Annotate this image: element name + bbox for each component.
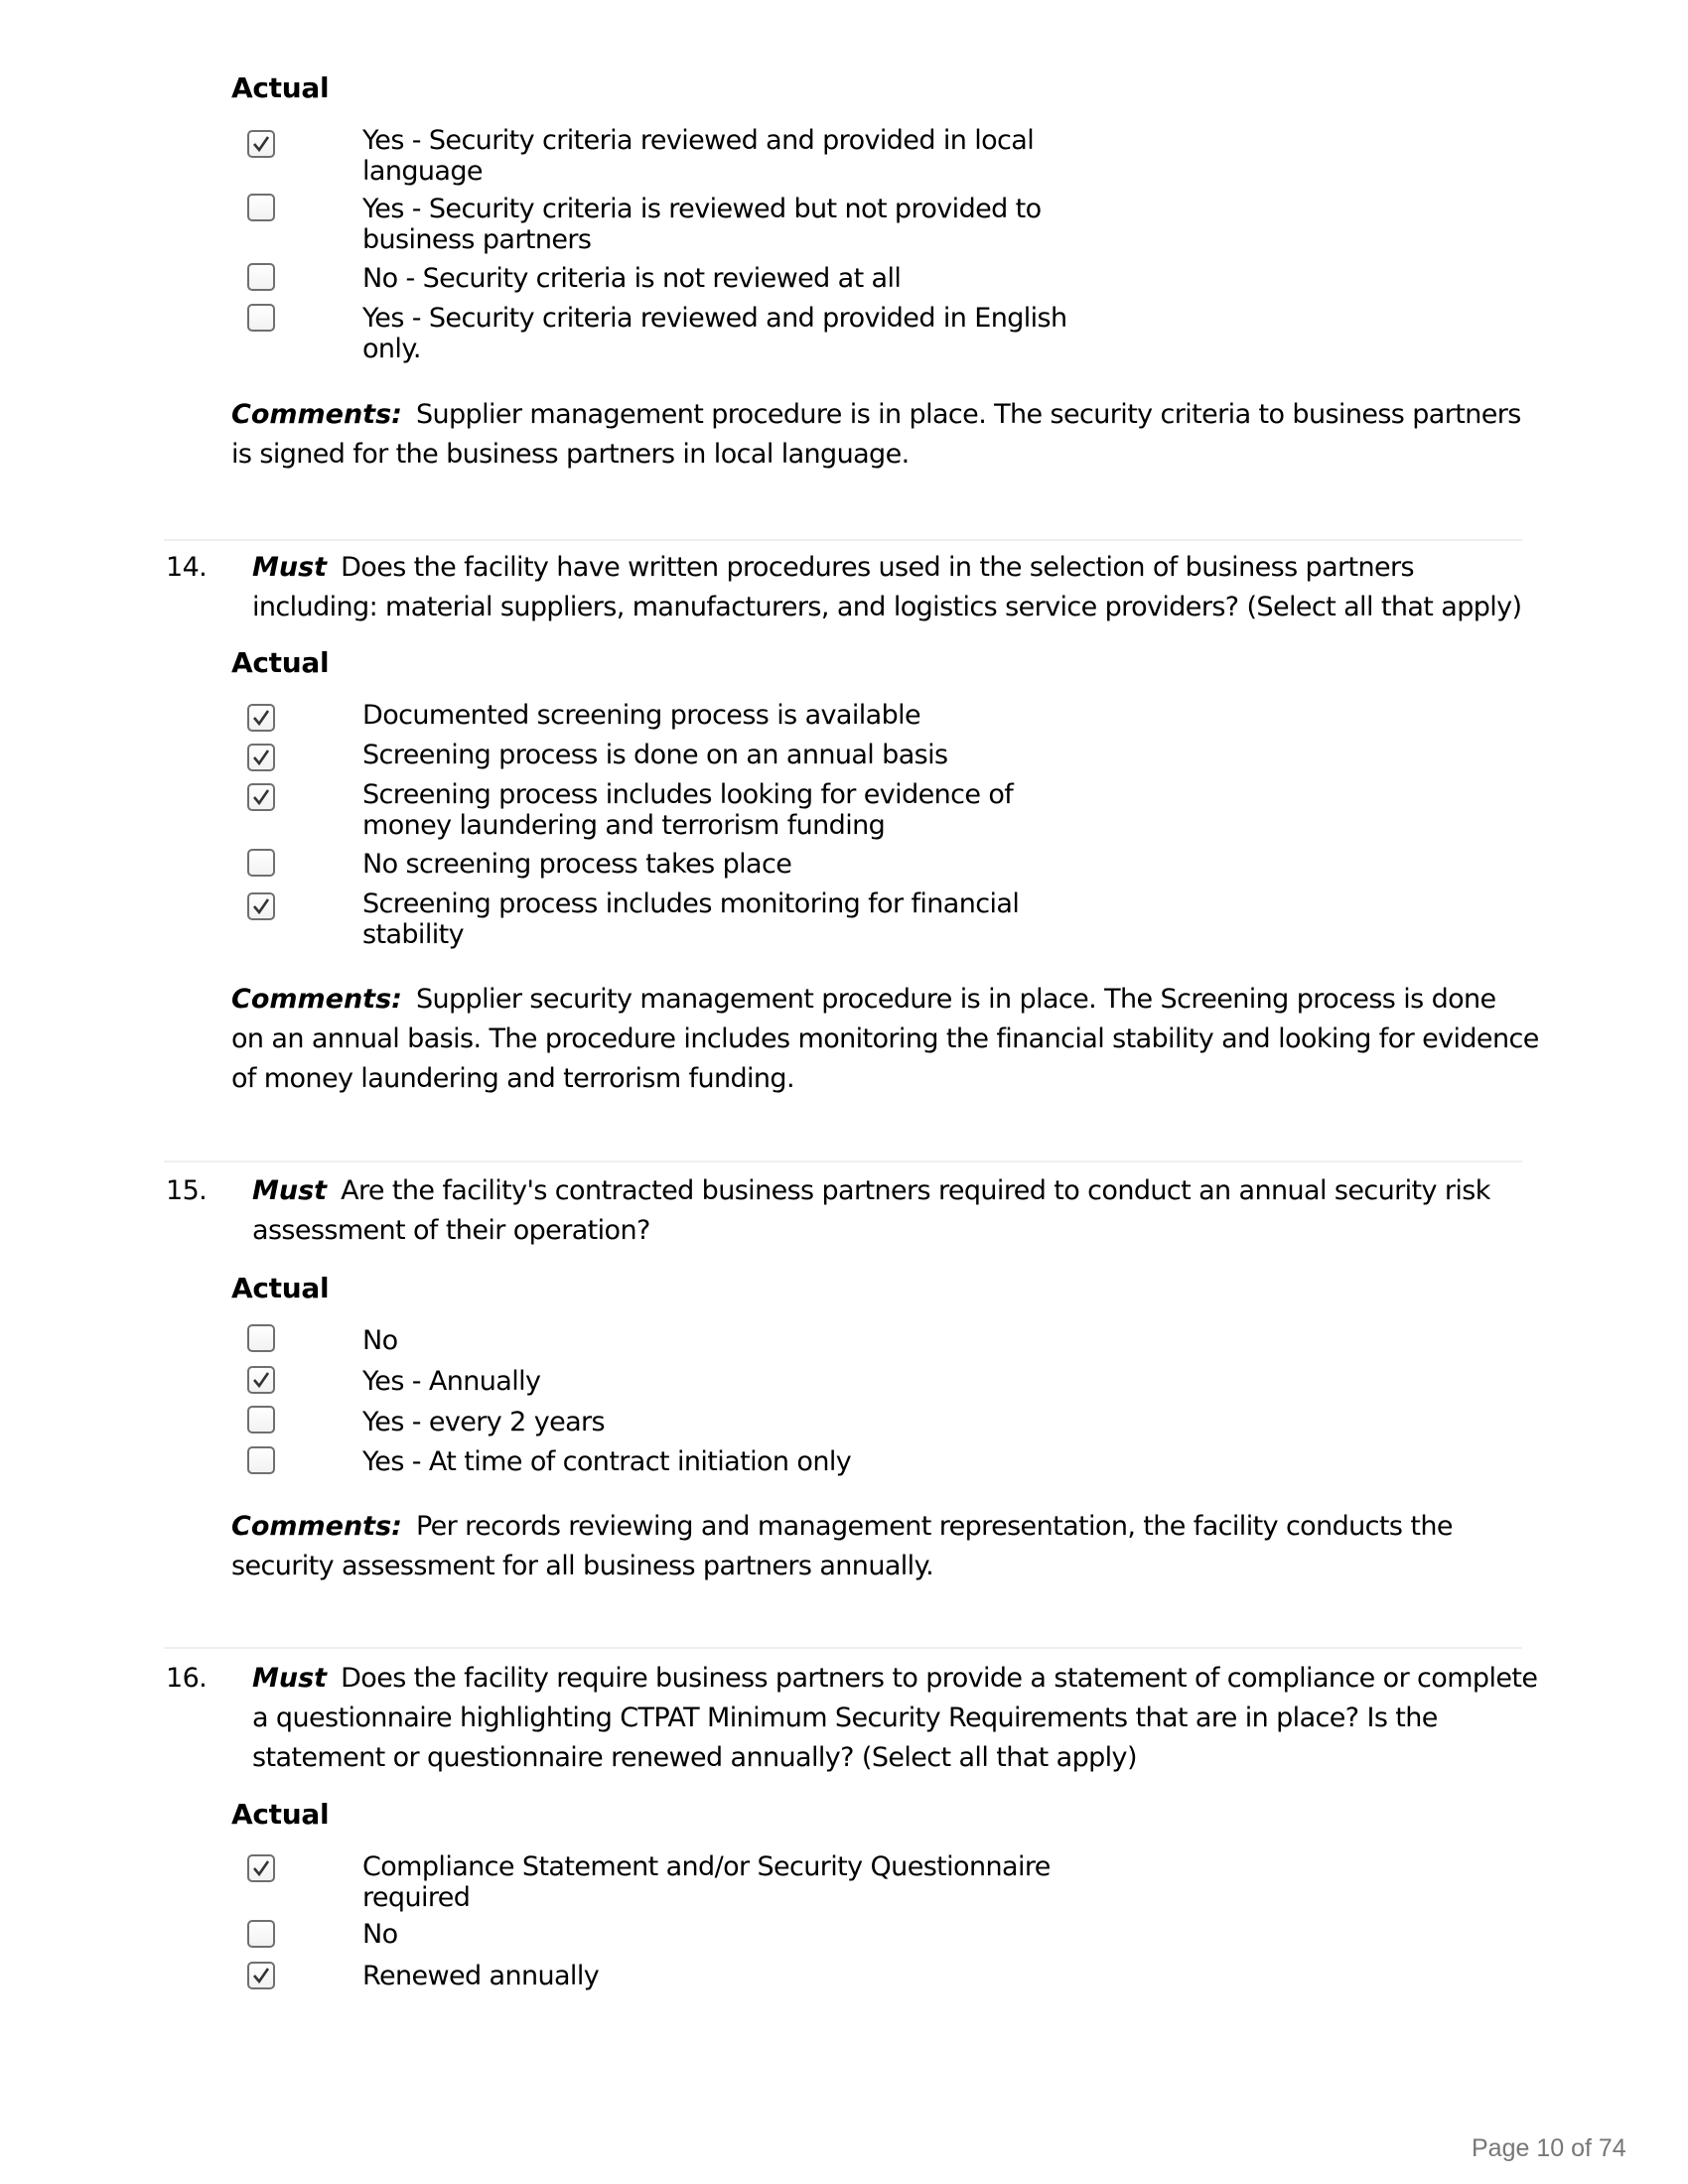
checkbox[interactable] <box>247 892 275 920</box>
option-label: Yes - Annually <box>362 1366 541 1397</box>
question-text: Must Does the facility require business partners to provide a statement of compliance or complete a questionnaire highlighting CTPAT Minimum Security Requirements that are in place? Is the statement or questionnaire renewed annually? (Select all that apply) <box>252 1663 1538 1773</box>
option-label: Yes - Security criteria reviewed and provided in local language <box>362 125 1035 187</box>
option-label: Yes - every 2 years <box>362 1407 606 1437</box>
checkbox[interactable] <box>247 1324 275 1352</box>
actual-label: Actual <box>231 1798 330 1831</box>
question-text: Must Does the facility have written procedures used in the selection of business partners including: material suppliers, manufacturers, and logistics service providers? (Select all that apply) <box>252 552 1522 622</box>
checkmark-icon <box>251 708 271 728</box>
checkbox[interactable] <box>247 1406 275 1433</box>
checkmark-icon <box>251 1450 271 1470</box>
section-divider <box>164 1647 1522 1649</box>
option-label: Screening process includes monitoring for financial stability <box>362 888 1020 950</box>
actual-label: Actual <box>231 646 330 679</box>
option-label: Yes - Security criteria is reviewed but not provided to business partners <box>362 194 1042 255</box>
option-label: Yes - Security criteria reviewed and provided in English only. <box>362 303 1067 364</box>
comments: Comments: Supplier management procedure is in place. The security criteria to business partners is signed for the business partners in local language. <box>231 399 1521 470</box>
question-number: 16. <box>166 1663 208 1694</box>
comments-label: Comments: <box>231 399 402 430</box>
checkbox[interactable] <box>247 704 275 732</box>
checkmark-icon <box>251 1858 271 1878</box>
option-label: No screening process takes place <box>362 849 792 880</box>
priority-badge: Must <box>252 552 328 583</box>
option-label: Documented screening process is available <box>362 700 921 731</box>
checkmark-icon <box>251 308 271 328</box>
comments-label: Comments: <box>231 984 402 1015</box>
checkmark-icon <box>251 853 271 873</box>
checkbox[interactable] <box>247 849 275 877</box>
checkbox[interactable] <box>247 744 275 771</box>
checkmark-icon <box>251 198 271 217</box>
option-label: No <box>362 1919 398 1950</box>
option-label: Yes - At time of contract initiation only <box>362 1446 852 1477</box>
checkmark-icon <box>251 134 271 154</box>
option-label: No <box>362 1325 398 1356</box>
checkbox[interactable] <box>247 1854 275 1882</box>
checkmark-icon <box>251 1328 271 1348</box>
question-number: 15. <box>166 1175 208 1206</box>
option-label: Screening process includes looking for evidence of money laundering and terrorism funding <box>362 779 1014 841</box>
checkmark-icon <box>251 1924 271 1944</box>
checkbox[interactable] <box>247 304 275 332</box>
checkbox[interactable] <box>247 1920 275 1948</box>
section-divider <box>164 539 1522 541</box>
option-label: Screening process is done on an annual basis <box>362 740 948 770</box>
question-number: 14. <box>166 552 208 583</box>
comments: Comments: Supplier security management procedure is in place. The Screening process is done on an annual basis. The procedure includes monitoring the financial stability and looking for evidence of money laundering and terrorism funding. <box>231 984 1539 1094</box>
checkbox[interactable] <box>247 194 275 221</box>
checkmark-icon <box>251 1410 271 1430</box>
checkbox[interactable] <box>247 1962 275 1989</box>
option-label: Renewed annually <box>362 1961 600 1991</box>
checkmark-icon <box>251 787 271 807</box>
option-label: Compliance Statement and/or Security Questionnaire required <box>362 1851 1051 1913</box>
checkmark-icon <box>251 1370 271 1390</box>
checkmark-icon <box>251 748 271 767</box>
checkmark-icon <box>251 1966 271 1985</box>
checkbox[interactable] <box>247 263 275 291</box>
comments-label: Comments: <box>231 1511 402 1542</box>
checkbox[interactable] <box>247 1446 275 1474</box>
page-number: Page 10 of 74 <box>1472 2134 1626 2162</box>
checkbox[interactable] <box>247 783 275 811</box>
actual-label: Actual <box>231 71 330 104</box>
section-divider <box>164 1160 1522 1162</box>
comments: Comments: Per records reviewing and management representation, the facility conducts the security assessment for all business partners annually. <box>231 1511 1453 1581</box>
checkmark-icon <box>251 267 271 287</box>
checkbox[interactable] <box>247 1366 275 1394</box>
priority-badge: Must <box>252 1175 328 1206</box>
option-label: No - Security criteria is not reviewed at all <box>362 263 902 294</box>
checkbox[interactable] <box>247 130 275 158</box>
actual-label: Actual <box>231 1272 330 1304</box>
question-text: Must Are the facility's contracted business partners required to conduct an annual security risk assessment of their operation? <box>252 1175 1490 1246</box>
priority-badge: Must <box>252 1663 328 1694</box>
checkmark-icon <box>251 896 271 916</box>
